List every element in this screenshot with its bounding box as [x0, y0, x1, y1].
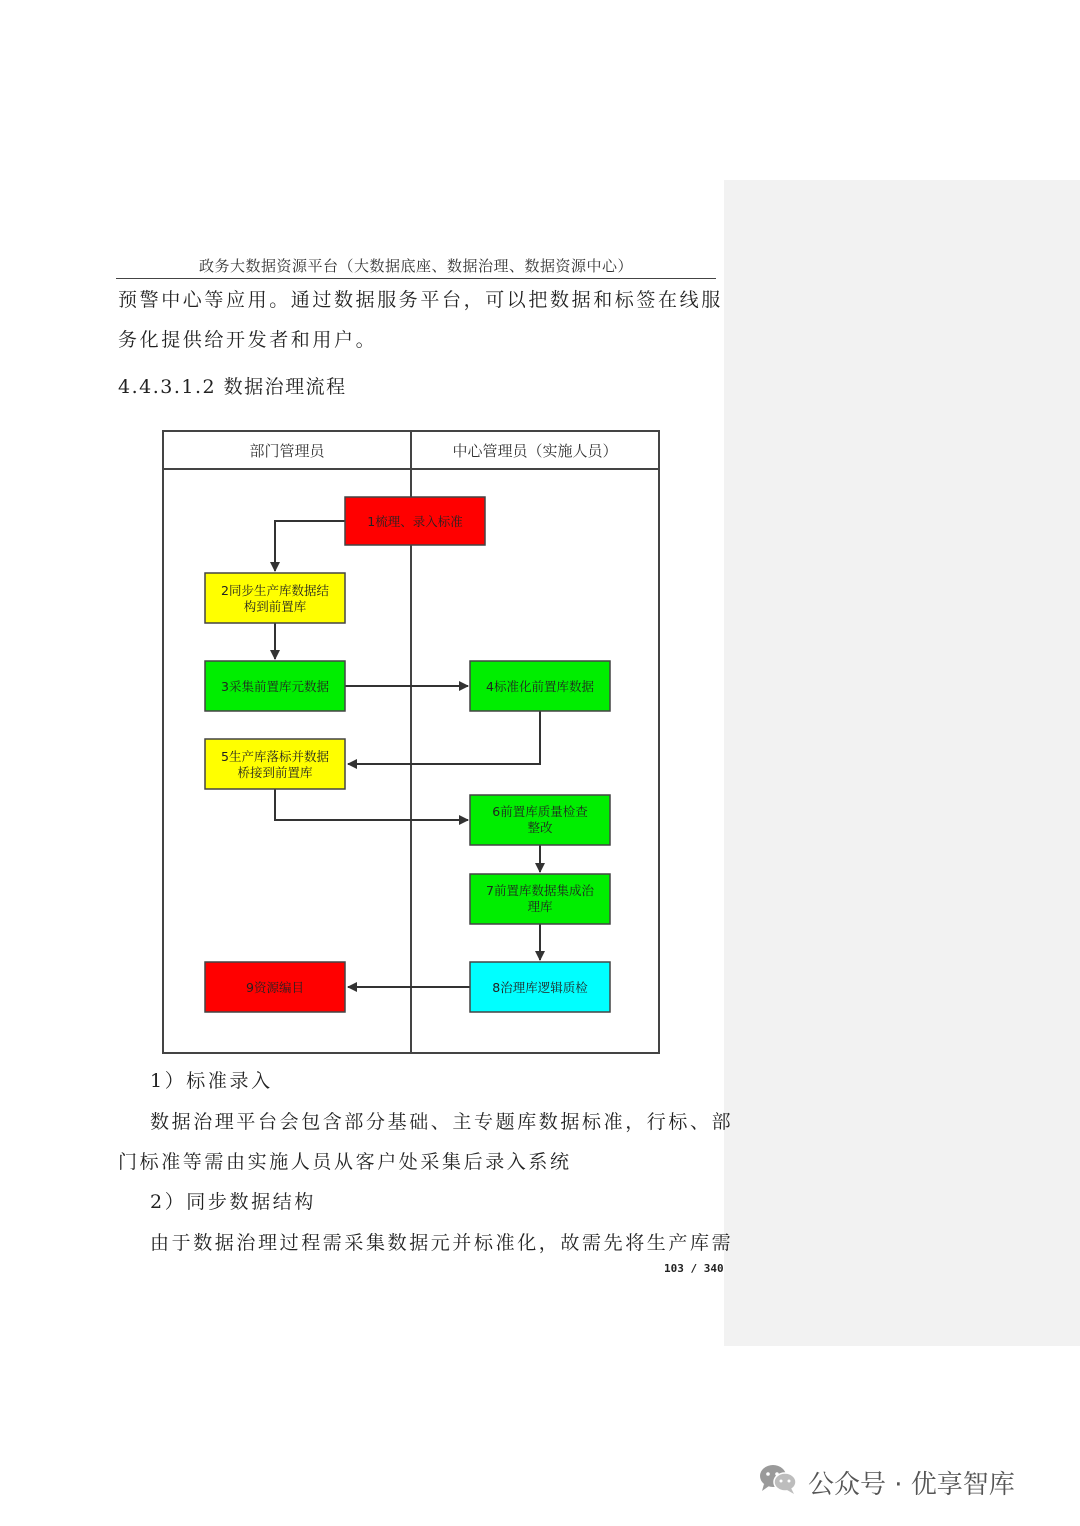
- svg-text:2同步生产库数据结: 2同步生产库数据结: [221, 583, 329, 598]
- lane-dept-admin: 部门管理员: [249, 442, 325, 460]
- node-1: [345, 497, 485, 545]
- running-header: 政务大数据资源平台（大数据底座、数据治理、数据资源中心）: [198, 257, 633, 275]
- svg-text:桥接到前置库: 桥接到前置库: [237, 765, 313, 780]
- intro-line-2: 务化提供给开发者和用户。: [118, 329, 378, 351]
- lane-center-admin: 中心管理员（实施人员）: [452, 442, 618, 460]
- watermark-text: 公众号 · 优享智库: [808, 1469, 1015, 1500]
- svg-text:8治理库逻辑质检: 8治理库逻辑质检: [492, 980, 588, 995]
- svg-text:整改: 整改: [527, 820, 553, 835]
- intro-line-1: 预警中心等应用。通过数据服务平台，可以把数据和标签在线服: [118, 289, 723, 311]
- node-8: [470, 962, 610, 1012]
- item-1-line-1: 数据治理平台会包含部分基础、主专题库数据标准，行标、部: [150, 1111, 734, 1133]
- node-6: [470, 795, 610, 845]
- node-3: [205, 661, 345, 711]
- svg-text:4标准化前置库数据: 4标准化前置库数据: [486, 679, 594, 694]
- item-2-line-1: 由于数据治理过程需采集数据元并标准化，故需先将生产库需: [150, 1232, 734, 1254]
- svg-text:3采集前置库元数据: 3采集前置库元数据: [221, 679, 329, 694]
- node-5: [205, 739, 345, 789]
- svg-text:6前置库质量检查: 6前置库质量检查: [492, 804, 588, 819]
- item-2-title: 2）同步数据结构: [150, 1191, 316, 1213]
- svg-text:5生产库落标并数据: 5生产库落标并数据: [221, 749, 329, 764]
- svg-text:7前置库数据集成治: 7前置库数据集成治: [486, 883, 594, 898]
- node-4: [470, 661, 610, 711]
- item-1-line-2: 门标准等需由实施人员从客户处采集后录入系统: [118, 1151, 572, 1173]
- svg-text:理库: 理库: [527, 899, 553, 914]
- item-1-title: 1）标准录入: [150, 1070, 273, 1092]
- node-9: [205, 962, 345, 1012]
- svg-text:构到前置库: 构到前置库: [243, 599, 307, 614]
- arrow-1-to-2: [275, 521, 345, 571]
- node-7: [470, 874, 610, 924]
- node-2: [205, 573, 345, 623]
- arrow-4-to-5: [348, 711, 540, 764]
- wechat-icon: [758, 1462, 798, 1503]
- watermark: [758, 1462, 1015, 1502]
- arrow-5-to-6: [275, 789, 468, 820]
- svg-text:1梳理、录入标准: 1梳理、录入标准: [367, 514, 463, 529]
- page-number: 103 / 340: [664, 1262, 724, 1275]
- svg-text:9资源编目: 9资源编目: [246, 980, 304, 995]
- section-heading: 4.4.3.1.2 数据治理流程: [118, 376, 347, 398]
